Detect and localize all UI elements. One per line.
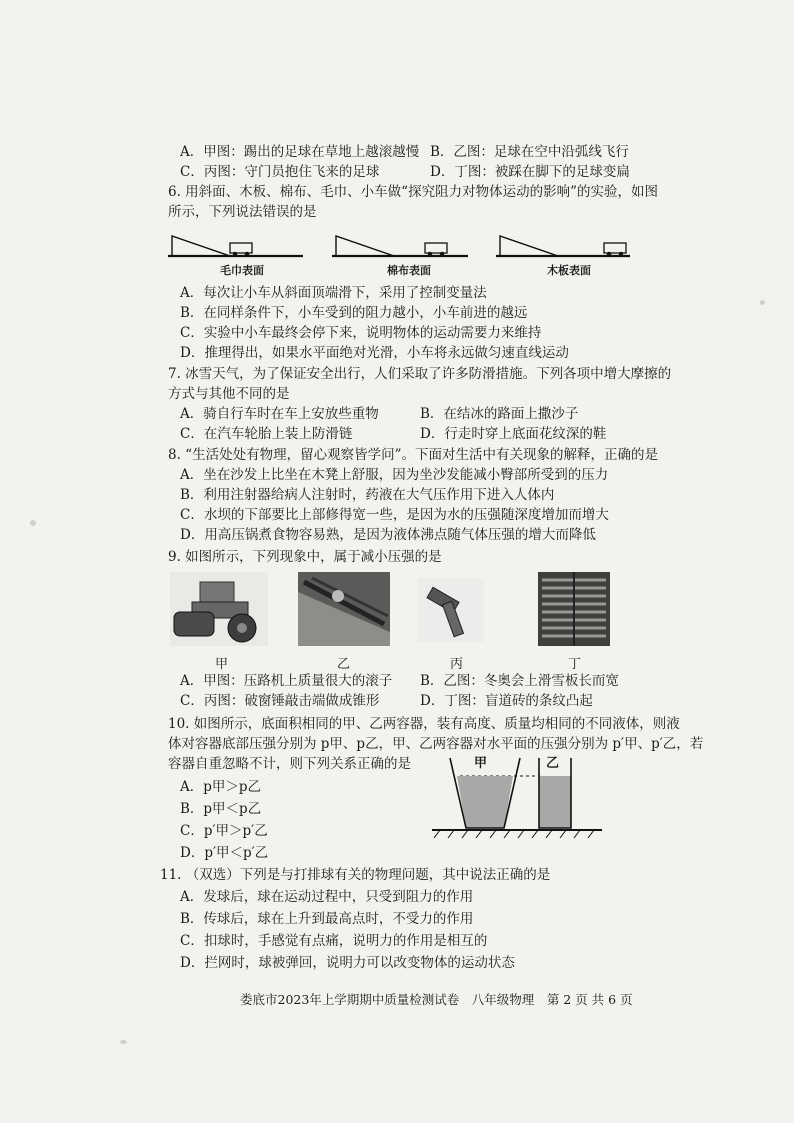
ramp-towel bbox=[168, 236, 303, 256]
q9-options-row2 bbox=[180, 692, 620, 710]
q7-options-row2 bbox=[180, 425, 620, 443]
q9-option-c: C．丙图：破窗锤敲击端做成锥形 bbox=[180, 693, 380, 709]
q6-option-b: B．在同样条件下，小车受到的阻力越小，小车前进的越远 bbox=[180, 305, 528, 321]
q5-options-row2 bbox=[180, 163, 630, 181]
window-hammer-image bbox=[418, 578, 484, 642]
q8-option-d: D．用高压锅煮食物容易熟，是因为液体沸点随气体压强的增大而降低 bbox=[180, 527, 596, 543]
q6-surface-wood: 木板表面 bbox=[547, 264, 591, 277]
q9-label-bing: 丙 bbox=[450, 657, 464, 672]
q10-stem-line2: 体对容器底部压强分别为 p甲、p乙，甲、乙两容器对水平面的压强分别为 p′甲、p′乙，若 bbox=[168, 736, 704, 752]
scan-speck bbox=[120, 1040, 127, 1044]
q7-option-a: A．骑自行车时在车上安放些重物 bbox=[180, 406, 379, 422]
q6-option-d: D．推理得出，如果水平面绝对光滑，小车将永远做匀速直线运动 bbox=[180, 345, 569, 361]
q6-option-c: C．实验中小车最终会停下来，说明物体的运动需要力来维持 bbox=[180, 325, 542, 341]
q9-option-d: D．丁图：盲道砖的条纹凸起 bbox=[420, 693, 593, 709]
q8-stem: 8. “生活处处有物理，留心观察皆学问”。下面对生活中有关现象的解释，正确的是 bbox=[168, 447, 658, 463]
q7-option-b: B．在结冰的路面上撒沙子 bbox=[420, 406, 579, 422]
q11-stem: 11. （双选）下列是与打排球有关的物理问题，其中说法正确的是 bbox=[160, 867, 551, 883]
q9-stem: 9. 如图所示，下列现象中，属于减小压强的是 bbox=[168, 549, 442, 565]
q5-option-a: A．甲图：踢出的足球在草地上越滚越慢 bbox=[180, 144, 420, 160]
q7-option-d: D．行走时穿上底面花纹深的鞋 bbox=[420, 426, 607, 442]
q6-stem-line2: 所示，下列说法错误的是 bbox=[168, 204, 317, 220]
q10-stem-line3: 容器自重忽略不计，则下列关系正确的是 bbox=[168, 756, 411, 772]
ramp-cotton bbox=[332, 236, 468, 256]
q8-option-a: A．坐在沙发上比坐在木凳上舒服，因为坐沙发能减小臀部所受到的压力 bbox=[180, 467, 609, 483]
q5-option-d: D．丁图：被踩在脚下的足球变扁 bbox=[430, 164, 630, 180]
road-roller-image bbox=[170, 572, 268, 646]
q5-option-b: B．乙图：足球在空中沿弧线飞行 bbox=[430, 144, 629, 160]
q6-surface-cotton: 棉布表面 bbox=[387, 264, 431, 277]
ramp-wood bbox=[496, 236, 630, 256]
q7-stem-line2: 方式与其他不同的是 bbox=[168, 386, 290, 402]
q6-surface-towel: 毛巾表面 bbox=[220, 264, 264, 277]
q10-label-jia: 甲 bbox=[474, 756, 488, 771]
q11-option-d: D．拦网时，球被弹回，说明力可以改变物体的运动状态 bbox=[180, 955, 515, 971]
q6-stem-line1: 6. 用斜面、木板、棉布、毛巾、小车做“探究阻力对物体运动的影响”的实验，如图 bbox=[168, 184, 658, 200]
q9-option-b: B．乙图：冬奥会上滑雪板长而宽 bbox=[420, 673, 619, 689]
q10-containers-figure bbox=[430, 752, 606, 840]
q8-option-c: C．水坝的下部要比上部修得宽一些，是因为水的压强随深度增加而增大 bbox=[180, 507, 609, 523]
q5-options-row1 bbox=[180, 143, 629, 161]
q7-options-row1 bbox=[180, 405, 620, 423]
ski-board-image bbox=[298, 572, 390, 646]
q10-stem-line1: 10. 如图所示，底面积相同的甲、乙两容器，装有高度、质量均相同的不同液体，则液 bbox=[168, 716, 680, 732]
q9-option-a: A．甲图：压路机上质量很大的滚子 bbox=[180, 673, 393, 689]
tactile-paving-image bbox=[538, 572, 610, 646]
q9-options-row1 bbox=[180, 672, 620, 690]
q9-label-yi: 乙 bbox=[337, 657, 351, 672]
q7-stem-line1: 7. 冰雪天气，为了保证安全出行，人们采取了许多防滑措施。下列各项中增大摩擦的 bbox=[168, 366, 672, 382]
q8-option-b: B．利用注射器给病人注射时，药液在大气压作用下进入人体内 bbox=[180, 487, 555, 503]
q10-option-d: D．p′甲＜p′乙 bbox=[180, 845, 269, 861]
q10-option-b: B．p甲＜p乙 bbox=[180, 801, 262, 817]
scan-speck bbox=[760, 300, 765, 305]
q11-option-a: A．发球后，球在运动过程中，只受到阻力的作用 bbox=[180, 889, 474, 905]
q9-label-ding: 丁 bbox=[568, 657, 582, 672]
q10-label-yi: 乙 bbox=[546, 756, 560, 771]
q10-option-c: C．p′甲＞p′乙 bbox=[180, 823, 268, 839]
scan-speck bbox=[30, 520, 36, 526]
q10-option-a: A．p甲＞p乙 bbox=[180, 779, 262, 795]
page-footer: 娄底市2023年上学期期中质量检测试卷 八年级物理 第 2 页 共 6 页 bbox=[240, 992, 633, 1007]
q5-option-c: C．丙图：守门员抱住飞来的足球 bbox=[180, 164, 380, 180]
q7-option-c: C．在汽车轮胎上装上防滑链 bbox=[180, 426, 353, 442]
q6-option-a: A．每次让小车从斜面顶端滑下，采用了控制变量法 bbox=[180, 285, 487, 301]
q9-label-jia: 甲 bbox=[215, 657, 229, 672]
q11-option-b: B．传球后，球在上升到最高点时，不受力的作用 bbox=[180, 911, 474, 927]
q11-option-c: C．扣球时，手感觉有点痛，说明力的作用是相互的 bbox=[180, 933, 488, 949]
